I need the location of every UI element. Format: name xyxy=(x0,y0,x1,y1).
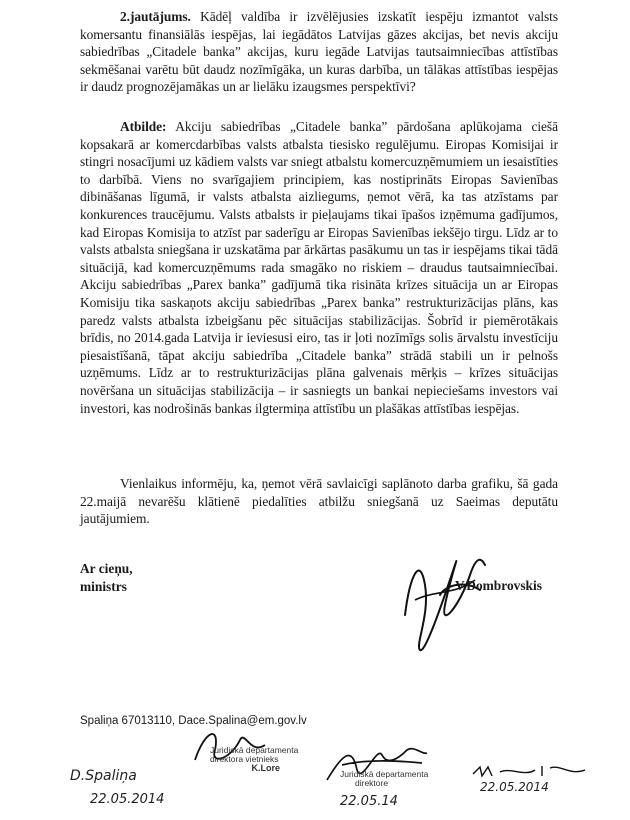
info-paragraph: Vienlaikus informēju, ka, ņemot vērā savlaicīgi saplānoto darba grafiku, šā gada 22.maijā nevarēšu klātienē piedalīties atbilžu sniegšanā uz Saeimas deputātu jautājumiem. xyxy=(80,476,558,527)
question-text: Kādēļ valdība ir izvēlējusies izskatīt iespēju izmantot valsts komersantu finansiālās iespējas, lai iegādātos Latvijas gāzes akcijas, bet nevis akciju sabiedrības „Citadele banka” akcijas, kuru iegāde Latvijas tautsaimniecības attīstības sekmēšanai varētu būt daudz nozīmīgāka, un kuras darbība, un tālākas attīstības iespējas ir daudz prognozējamākas un ar lielāku izaugsmes perspektīvi? xyxy=(80,9,558,95)
answer-paragraph xyxy=(80,118,558,417)
handwritten-date-2: 22.05.14 xyxy=(340,794,398,809)
director-line2: direktore xyxy=(355,778,389,788)
closing-title: ministrs xyxy=(80,578,127,594)
deputy-director-block xyxy=(210,746,298,773)
minister-signature xyxy=(385,535,505,660)
director-line1: Juridiskā departamenta xyxy=(340,769,429,779)
deputy-director-line1: Juridiskā departamenta xyxy=(210,745,299,755)
signature-scribble-right xyxy=(470,762,590,782)
question-paragraph xyxy=(80,8,558,96)
question-label: 2.jautājums. xyxy=(120,9,191,24)
handwritten-date-1: 22.05.2014 xyxy=(90,792,165,807)
handwritten-date-3: 22.05.2014 xyxy=(480,780,549,794)
director-block xyxy=(340,770,428,788)
deputy-director-line2: direktora vietnieks xyxy=(210,754,279,764)
answer-label: Atbilde: xyxy=(120,119,167,134)
contact-line: Spaliņa 67013110, Dace.Spalina@em.gov.lv xyxy=(80,715,307,727)
answer-text: Akciju sabiedrības „Citadele banka” pārdošana aplūkojama ciešā kopsakarā ar komercdarbības valsts atbalsta tiesisko regulējumu. Eiropas Komisijai ir stingri nosacījumi uz kādiem valsts var sniegt atbalstu komercuzņēmumiem un iesaistīties to darbībā. Viens no svarīgajiem principiem, kas nostiprināts Eiropas Savienības dibināšanas līgumā, ir valsts atbalsta aizliegums, ņemot vērā, ka tas atzīstams par konkurences traucējumu. Valsts atbalsts ir pieļaujams tikai īpašos izņēmuma gadījumos, kad Eiropas Komisija to atzīst par saderīgu ar Eiropas Savienības iekšējo tirgu. Līdz ar to valsts atbalsta sniegšana ir uzskatāma par ārkārtas pasākumu un tas ir iespējams tikai tādā situācijā, kad komercuzņēmums rada smagāko no riskiem – draudus tautsaimniecībai. Akciju sabiedrības „Parex banka” gadījumā tika risināta krīzes situācija un ar Eiropas Komisiju tika saskaņots akciju sabiedrības „Parex banka” restrukturizācijas plāns, kas paredz valsts atbalsta izbeigšanu pēc situācijas stabilizācijas. Šobrīd ir piemērotākais brīdis, no 2014.gada Latvija ir ieviesusi eiro, tas ir ļoti nozīmīgs solis ārvalstu investīciju piesaistīšanā, tāpat akciju sabiedrība „Citadele banka” strādā stabili un ir pelnošs uzņēmums. Līdz ar to restrukturizācijas plāna galvenais mērķis – krīzes situācijas novēršana un situācijas stabilizācija – ir sasniegts un bankai nepieciešams investors vai investori, kas nodrošinās bankas ilgtermiņa attīstību un plašākas attīstības iespējas. xyxy=(80,119,558,416)
closing-regards: Ar cieņu, xyxy=(80,561,133,576)
minister-name: V.Dombrovskis xyxy=(455,578,542,593)
deputy-director-name: K.Lore xyxy=(251,763,280,773)
handwritten-signature-spalina: D.Spaliņa xyxy=(70,768,137,784)
closing-block xyxy=(80,560,133,595)
